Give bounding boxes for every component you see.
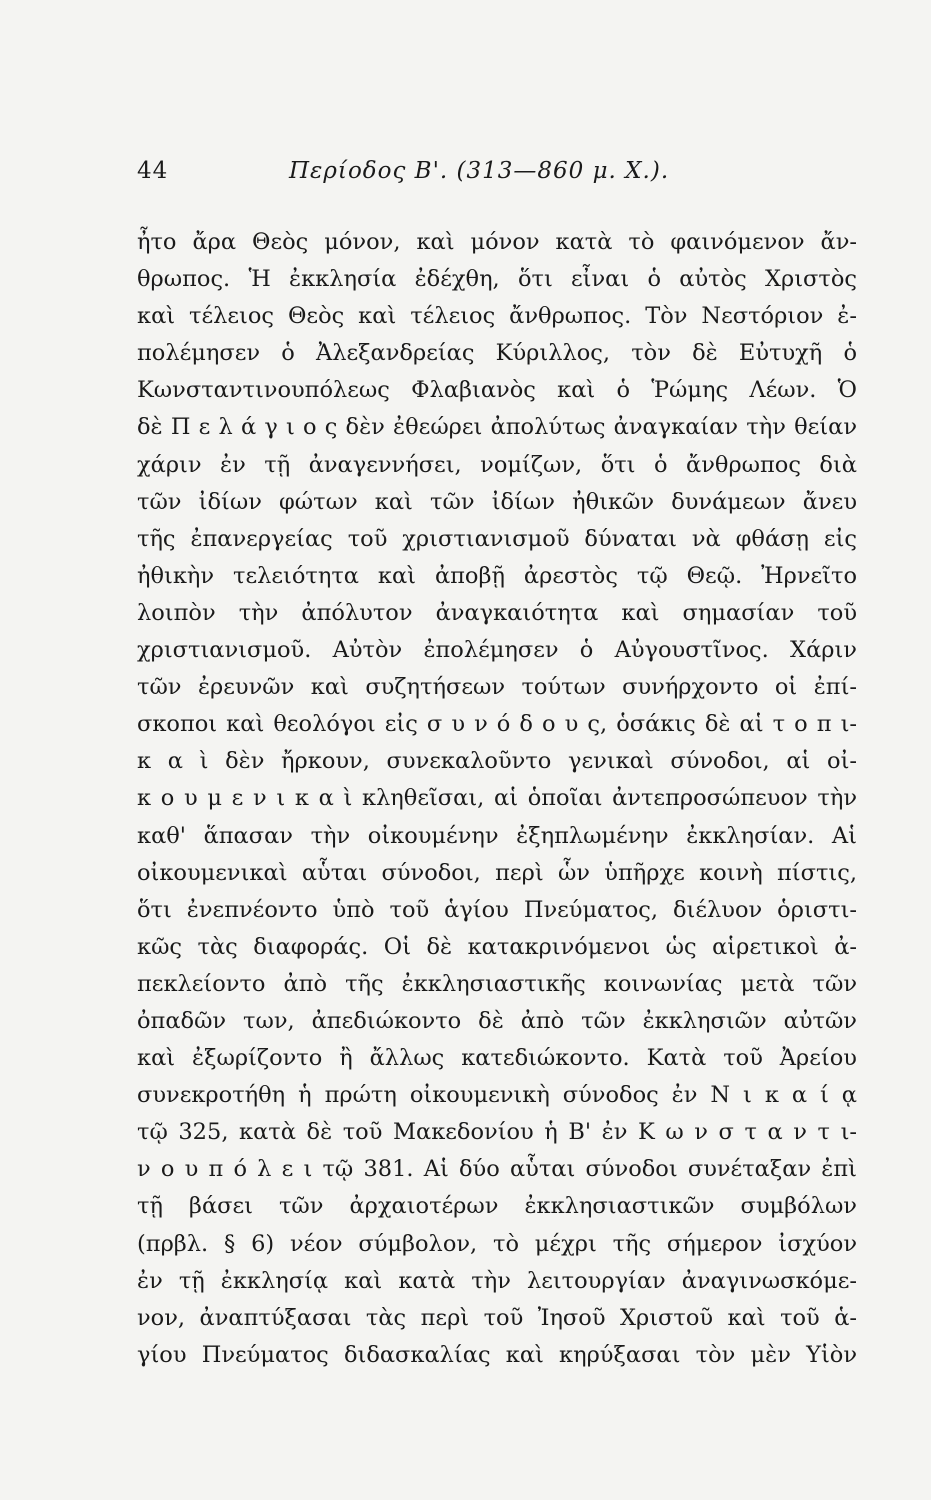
body-text [137, 224, 857, 1374]
text-line: δὲ Π ε λ ά γ ι ο ς δὲν ἐθεώρει ἀπολύτως ἀναγκαίαν τὴν θείαν [137, 414, 857, 441]
text-line: κῶς τὰς διαφοράς. Οἱ δὲ κατακρινόμενοι ὡς αἱρετικοὶ ἀ- [137, 933, 857, 960]
page-header [137, 158, 857, 194]
text-line: ἐν τῇ ἐκκλησίᾳ καὶ κατὰ τὴν λειτουργίαν ἀναγινωσκόμε- [137, 1267, 857, 1294]
text-line: ὀπαδῶν των, ἀπεδιώκοντο δὲ ἀπὸ τῶν ἐκκλησιῶν αὐτῶν [137, 1007, 857, 1034]
text-line: τῆς ἐπανεργείας τοῦ χριστιανισμοῦ δύναται νὰ φθάσῃ εἰς [137, 525, 857, 552]
page-number: 44 [137, 158, 169, 184]
text-line: Κωνσταντινουπόλεως Φλαβιανὸς καὶ ὁ Ῥώμης Λέων. Ὁ [137, 377, 857, 404]
text-line: ὅτι ἐνεπνέοντο ὑπὸ τοῦ ἁγίου Πνεύματος, διέλυον ὁριστι- [137, 896, 857, 923]
text-line: θρωπος. Ἡ ἐκκλησία ἐδέχθη, ὅτι εἶναι ὁ αὐτὸς Χριστὸς [137, 266, 857, 293]
text-line: ἠθικὴν τελειότητα καὶ ἀποβῇ ἀρεστὸς τῷ Θεῷ. Ἠρνεῖτο [137, 562, 857, 589]
text-line: γίου Πνεύματος διδασκαλίας καὶ κηρύξασαι τὸν μὲν Υἱὸν [137, 1341, 857, 1368]
text-line: καὶ τέλειος Θεὸς καὶ τέλειος ἄνθρωπος. Τὸν Νεστόριον ἐ- [137, 303, 857, 330]
text-line: ἦτο ἄρα Θεὸς μόνον, καὶ μόνον κατὰ τὸ φαινόμενον ἄν- [137, 229, 857, 255]
text-line: πολέμησεν ὁ Ἀλεξανδρείας Κύριλλος, τὸν δὲ Εὐτυχῆ ὁ [137, 340, 857, 367]
text-line: τῶν ἰδίων φώτων καὶ τῶν ἰδίων ἠθικῶν δυνάμεων ἄνευ [137, 488, 857, 515]
text-line: οἰκουμενικαὶ αὗται σύνοδοι, περὶ ὧν ὑπῆρχε κοινὴ πίστις, [137, 859, 857, 886]
text-line: τῶν ἐρευνῶν καὶ συζητήσεων τούτων συνήρχοντο οἱ ἐπί- [137, 674, 857, 701]
text-line: καθ' ἅπασαν τὴν οἰκουμένην ἐξηπλωμένην ἐκκλησίαν. Αἱ [137, 822, 857, 849]
text-line: νον, ἀναπτύξασαι τὰς περὶ τοῦ Ἰησοῦ Χριστοῦ καὶ τοῦ ἁ- [137, 1304, 857, 1331]
text-line: τῇ βάσει τῶν ἀρχαιοτέρων ἐκκλησιαστικῶν συμβόλων [137, 1193, 857, 1220]
text-line: (πρβλ. § 6) νέον σύμβολον, τὸ μέχρι τῆς σήμερον ἰσχύον [137, 1230, 857, 1257]
text-line: συνεκροτήθη ἡ πρώτη οἰκουμενικὴ σύνοδος ἐν Ν ι κ α ί ᾳ [137, 1082, 857, 1109]
text-line: τῷ 325, κατὰ δὲ τοῦ Μακεδονίου ἡ Β' ἐν Κ ω ν σ τ α ν τ ι- [137, 1119, 857, 1146]
text-line: κ ο υ μ ε ν ι κ α ὶ κληθεῖσαι, αἱ ὁποῖαι ἀντεπροσώπευον τὴν [137, 785, 857, 812]
text-line: πεκλείοντο ἀπὸ τῆς ἐκκλησιαστικῆς κοινωνίας μετὰ τῶν [137, 970, 857, 997]
text-line: λοιπὸν τὴν ἀπόλυτον ἀναγκαιότητα καὶ σημασίαν τοῦ [137, 599, 857, 626]
running-head: Περίοδος Β'. (313—860 μ. Χ.). [289, 158, 670, 184]
text-line: κ α ὶ δὲν ἤρκουν, συνεκαλοῦντο γενικαὶ σύνοδοι, αἱ οἰ- [137, 748, 857, 775]
text-line: ν ο υ π ό λ ε ι τῷ 381. Αἱ δύο αὗται σύνοδοι συνέταξαν ἐπὶ [137, 1156, 857, 1183]
text-line: σκοποι καὶ θεολόγοι εἰς σ υ ν ό δ ο υ ς, ὁσάκις δὲ αἱ τ ο π ι- [137, 711, 857, 738]
text-line: καὶ ἐξωρίζοντο ἢ ἄλλως κατεδιώκοντο. Κατὰ τοῦ Ἀρείου [137, 1045, 857, 1072]
text-line: χάριν ἐν τῇ ἀναγεννήσει, νομίζων, ὅτι ὁ ἄνθρωπος διὰ [137, 451, 857, 478]
text-line: χριστιανισμοῦ. Αὐτὸν ἐπολέμησεν ὁ Αὐγουστῖνος. Χάριν [137, 637, 857, 664]
